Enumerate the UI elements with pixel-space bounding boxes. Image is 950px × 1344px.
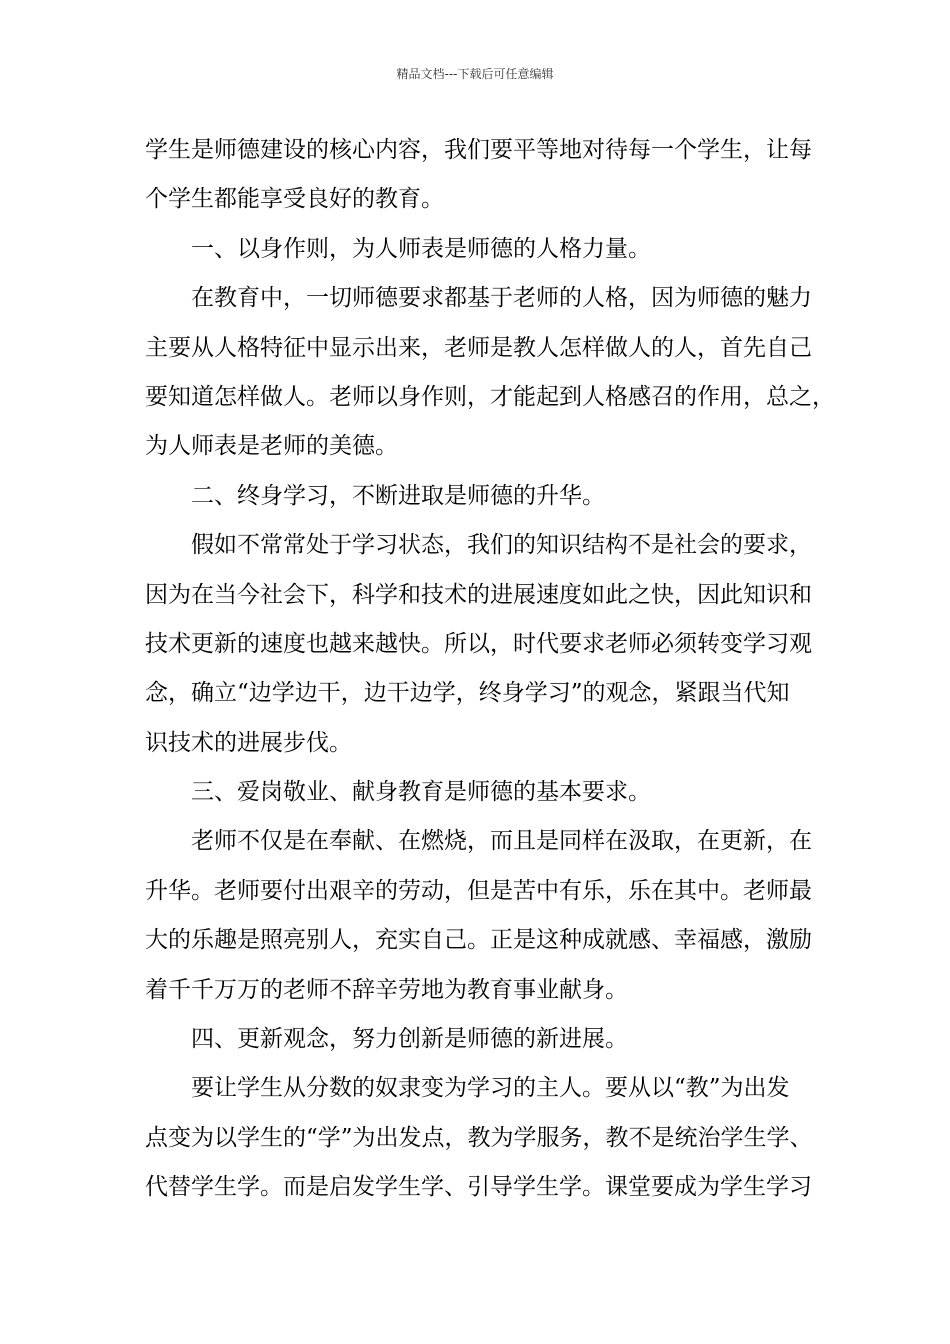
text-line: 在教育中，一切师德要求都基于老师的人格，因为师德的魅力 <box>191 285 812 312</box>
text-line: 识技术的进展步伐。 <box>145 729 352 756</box>
page-header: 精品文档---下载后可任意编辑 <box>396 67 554 81</box>
text-line: 学生是师德建设的核心内容，我们要平等地对待每一个学生，让每 <box>145 137 812 163</box>
text-line: 技术更新的速度也越来越快。所以，时代要求老师必须转变学习观 <box>145 630 812 657</box>
text-line: 点变为以学生的“学”为出发点，教为学服务，教不是统治学生学、 <box>145 1124 813 1151</box>
text-line: 要知道怎样做人。老师以身作则，才能起到人格感召的作用，总之， <box>145 383 835 410</box>
text-line: 为人师表是老师的美德。 <box>145 433 398 460</box>
text-line: 假如不常常处于学习状态，我们的知识结构不是社会的要求， <box>191 532 812 559</box>
text-line: 要让学生从分数的奴隶变为学习的主人。要从以“教”为出发 <box>191 1075 790 1102</box>
text-line: 一、以身作则，为人师表是师德的人格力量。 <box>191 235 651 262</box>
text-line: 二、终身学习，不断进取是师德的升华。 <box>191 482 605 509</box>
text-line: 个学生都能享受良好的教育。 <box>145 186 444 213</box>
text-line: 主要从人格特征中显示出来，老师是教人怎样做人的人，首先自己 <box>145 334 812 361</box>
text-line: 着千千万万的老师不辞辛劳地为教育事业献身。 <box>145 976 628 1003</box>
text-line: 代替学生学。而是启发学生学、引导学生学。课堂要成为学生学习 <box>145 1174 812 1201</box>
text-line: 三、爱岗敬业、献身教育是师德的基本要求。 <box>191 779 651 806</box>
text-line: 因为在当今社会下，科学和技术的进展速度如此之快，因此知识和 <box>145 581 812 608</box>
text-line: 念，确立“边学边干，边干边学，终身学习”的观念，紧跟当代知 <box>145 680 790 707</box>
text-line: 老师不仅是在奉献、在燃烧，而且是同样在汲取，在更新，在 <box>191 828 812 855</box>
text-line: 大的乐趣是照亮别人，充实自己。正是这种成就感、幸福感，激励 <box>145 927 812 954</box>
text-line: 升华。老师要付出艰辛的劳动，但是苦中有乐，乐在其中。老师最 <box>145 877 812 904</box>
body-text <box>145 126 835 1213</box>
text-line: 四、更新观念，努力创新是师德的新进展。 <box>191 1026 628 1053</box>
